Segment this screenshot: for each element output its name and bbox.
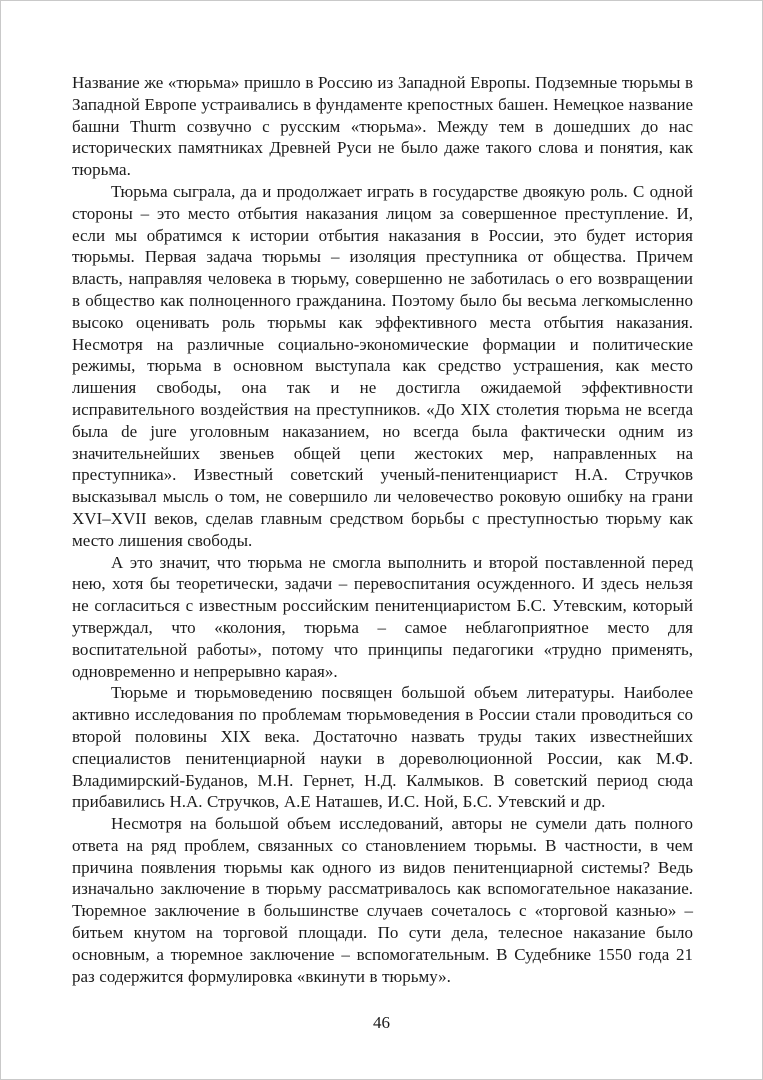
text-block	[72, 72, 693, 987]
paragraph-literature: Тюрьме и тюрьмоведению посвящен большой объем литературы. Наиболее активно исследования по проблемам тюрьмоведения в России стали проводиться со второй половины XIX века. Достаточно назвать труды таких известнейших специалистов пенитенциарной науки в дореволюционной России, как М.Ф. Владимирский-Буданов, М.Н. Гернет, Н.Д. Калмыков. В советский период сюда прибавились Н.А. Стручков, А.Е Наташев, И.С. Ной, Б.С. Утевский и др.	[72, 683, 693, 812]
paragraph-dual-role: Тюрьма сыграла, да и продолжает играть в государстве двоякую роль. С одной стороны – это место отбытия наказания лицом за совершенное преступление. И, если мы обратимся к истории отбытия наказания в России, это будет история тюрьмы. Первая задача тюрьмы – изоляция преступника от общества. Причем власть, направляя человека в тюрьму, совершенно не заботилась о его возвращении в общество как полноценного гражданина. Поэтому было бы весьма легкомысленно высоко оценивать роль тюрьмы как эффективного места отбытия наказания. Несмотря на различные социально-экономические формации и политические режимы, тюрьма в основном выступала как средство устрашения, как место лишения свободы, она так и не достигла ожидаемой эффективности исправительного воздействия на преступников. «До XIX столетия тюрьма не всегда была de jure уголовным наказанием, но всегда была фактически одним из значительнейших звеньев общей цепи жестоких мер, направленных на преступника». Известный советский ученый-пенитенциарист Н.А. Стручков высказывал мысль о том, не совершило ли человечество роковую ошибку на грани XVI–XVII веков, сделав главным средством борьбы с преступностью тюрьму как место лишения свободы.	[72, 181, 693, 550]
page-number: 46	[373, 1013, 390, 1032]
paragraph-origin-of-word: Название же «тюрьма» пришло в Россию из Западной Европы. Подземные тюрьмы в Западной Европе устраивались в фундаменте крепостных башен. Немецкое название башни Thurm созвучно с русским «тюрьма». Между тем в дошедших до нас исторических памятниках Древней Руси не было даже такого слова и понятия, как тюрьма.	[72, 73, 693, 180]
paragraph-reeducation: А это значит, что тюрьма не смогла выполнить и второй поставленной перед нею, хотя бы теоретически, задачи – перевоспитания осужденного. И здесь нельзя не согласиться с известным российским пенитенциаристом Б.С. Утевским, который утверждал, что «колония, тюрьма – самое неблагоприятное место для воспитательной работы», потому что принципы педагогики «трудно применять, одновременно и непрерывно карая».	[72, 552, 693, 681]
paragraph-open-problems: Несмотря на большой объем исследований, авторы не сумели дать полного ответа на ряд проблем, связанных со становлением тюрьмы. В частности, в чем причина появления тюрьмы как одного из видов пенитенциарной системы? Ведь изначально заключение в тюрьму рассматривалось как вспомогательное наказание. Тюремное заключение в большинстве случаев сочеталось с «торговой казнью» – битьем кнутом на торговой площади. По сути дела, телесное наказание было основным, а тюремное заключение – вспомогательным. В Судебнике 1550 года 21 раз содержится формулировка «вкинути в тюрьму».	[72, 814, 693, 986]
